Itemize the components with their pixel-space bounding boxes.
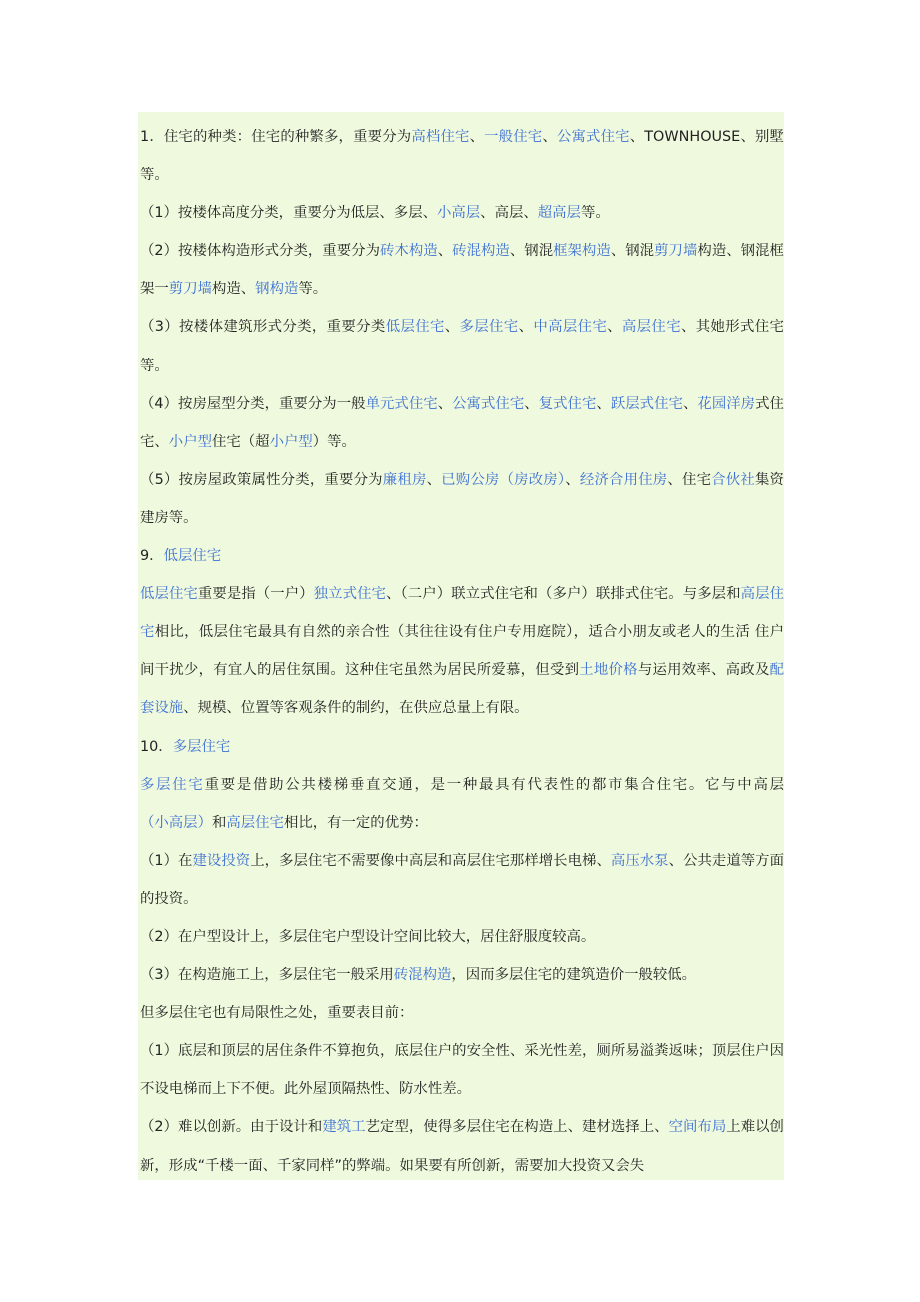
text-run: 、 xyxy=(524,395,539,412)
text-run: 、 xyxy=(444,319,460,336)
text-run: ）等。 xyxy=(312,433,356,450)
paragraph xyxy=(140,385,784,461)
text-run: 、（二户）联立式住宅和（多户）联排式住宅。与多层和 xyxy=(386,586,741,603)
hyperlink[interactable]: 配套设施 xyxy=(140,662,784,717)
text-run: （1）按楼体高度分类，重要分为低层、多层、 xyxy=(140,205,437,222)
hyperlink[interactable]: 公寓式住宅 xyxy=(452,395,525,412)
text-run: 、高层、 xyxy=(480,205,538,222)
paragraph xyxy=(140,766,784,842)
hyperlink[interactable]: 已购公房（房改房） xyxy=(441,471,566,488)
hyperlink[interactable]: 独立式住宅 xyxy=(313,586,387,603)
text-run: 10． xyxy=(140,738,173,755)
text-run: 、 xyxy=(437,395,453,412)
text-run: ，因而多层住宅的建筑造价一般较低。 xyxy=(451,967,697,984)
text-run: 9． xyxy=(140,548,164,565)
text-run: 与运用效率、高政及 xyxy=(637,662,770,679)
text-run: 构造、钢混框架一 xyxy=(140,243,784,298)
hyperlink[interactable]: 高层住宅 xyxy=(226,814,284,831)
text-run: 、公共走道等方面的投资。 xyxy=(140,852,784,907)
text-run: 、TOWNHOUSE、别墅等。 xyxy=(140,129,784,184)
text-run: 、 xyxy=(426,471,442,488)
hyperlink[interactable]: （小高层） xyxy=(140,814,212,831)
paragraph xyxy=(140,842,784,918)
hyperlink[interactable]: 合伙社 xyxy=(711,471,755,488)
hyperlink[interactable]: 低层住宅 xyxy=(385,319,445,336)
text-run: （2）难以创新。由于设计和 xyxy=(140,1119,323,1136)
hyperlink[interactable]: 小高层 xyxy=(436,205,481,222)
hyperlink[interactable]: 公寓式住宅 xyxy=(556,129,630,145)
hyperlink[interactable]: 花园洋房 xyxy=(697,395,756,412)
paragraph xyxy=(140,194,784,232)
hyperlink[interactable]: 高压水泵 xyxy=(610,852,669,869)
paragraph xyxy=(140,308,784,384)
text-run: 住宅（超 xyxy=(211,433,270,450)
hyperlink[interactable]: 土地价格 xyxy=(579,662,638,679)
hyperlink[interactable]: 小户型 xyxy=(168,433,212,450)
hyperlink[interactable]: 砖混构造 xyxy=(452,243,510,260)
hyperlink[interactable]: 超高层 xyxy=(537,205,581,222)
paragraph xyxy=(140,232,784,308)
text-run: 重要是借助公共楼梯垂直交通，是一种最具有代表性的都市集合住宅。它与中高层 xyxy=(204,776,784,793)
text-run: 上，多层住宅不需要像中高层和高层住宅那样增长电梯、 xyxy=(250,852,611,869)
text-run: （2）按楼体构造形式分类，重要分为 xyxy=(140,243,380,260)
hyperlink[interactable]: 廉租房 xyxy=(382,471,427,488)
text-run: 、 xyxy=(469,129,485,145)
text-run: 、 xyxy=(437,243,453,260)
hyperlink[interactable]: 建设投资 xyxy=(192,852,251,869)
hyperlink[interactable]: 砖混构造 xyxy=(393,967,452,984)
hyperlink[interactable]: 高层住宅 xyxy=(621,319,681,336)
text-run: 艺定型，使得多层住宅在构造上、建材选择上、 xyxy=(365,1119,669,1136)
hyperlink[interactable]: 空间布局 xyxy=(668,1119,727,1136)
hyperlink[interactable]: 高档住宅 xyxy=(411,129,470,145)
text-run: 构造、 xyxy=(211,281,256,298)
text-run: 相比，低层住宅最具有自然的亲合性（其往往设有住户专用庭院），适合小朋友或老人的生活 住户间干扰少，有宜人的居住氛围。这种住宅虽然为居民所爱慕，但受到 xyxy=(140,624,784,679)
text-run: 、 xyxy=(596,395,611,412)
text-run: （2）在户型设计上，多层住宅户型设计空间比较大，居住舒服度较高。 xyxy=(140,928,596,945)
text-run: 式住宅、 xyxy=(140,395,784,450)
text-run: 1．住宅的种类：住宅的种繁多，重要分为 xyxy=(140,129,412,145)
hyperlink[interactable]: 多层住宅 xyxy=(140,776,205,793)
hyperlink[interactable]: 中高层住宅 xyxy=(533,319,608,336)
hyperlink[interactable]: 多层住宅 xyxy=(172,738,231,755)
hyperlink[interactable]: 低层住宅 xyxy=(140,586,198,603)
document-body xyxy=(138,112,784,1180)
text-run: 、 xyxy=(542,129,557,145)
paragraph xyxy=(140,956,784,994)
hyperlink[interactable]: 剪刀墙 xyxy=(168,281,212,298)
text-run: 但多层住宅也有局限性之处，重要表目前： xyxy=(140,1005,414,1022)
hyperlink[interactable]: 单元式住宅 xyxy=(365,395,438,412)
text-run: 相比，有一定的优势： xyxy=(283,814,428,831)
hyperlink[interactable]: 剪刀墙 xyxy=(654,243,698,260)
paragraph xyxy=(140,118,784,194)
text-run: 、 xyxy=(518,319,534,336)
text-run: （3）在构造施工上，多层住宅一般采用 xyxy=(140,967,394,984)
paragraph xyxy=(140,1032,784,1108)
paragraph xyxy=(140,918,784,956)
hyperlink[interactable]: 高层住宅 xyxy=(140,586,784,641)
text-run: 、 xyxy=(607,319,622,336)
hyperlink[interactable]: 多层住宅 xyxy=(459,319,519,336)
hyperlink[interactable]: 一般住宅 xyxy=(484,129,543,145)
paragraph xyxy=(140,994,784,1032)
hyperlink[interactable]: 复式住宅 xyxy=(538,395,597,412)
hyperlink[interactable]: 砖木构造 xyxy=(380,243,438,260)
hyperlink[interactable]: 低层住宅 xyxy=(163,548,222,565)
text-run: 、 xyxy=(565,471,580,488)
hyperlink[interactable]: 小户型 xyxy=(269,433,313,450)
text-run: 、钢混 xyxy=(509,243,554,260)
text-run: 、钢混 xyxy=(610,243,655,260)
text-run: 、住宅 xyxy=(667,471,712,488)
text-run: 重要是指（一户） xyxy=(197,586,314,603)
text-run: （1）底层和顶层的居住条件不算抱负，底层住户的安全性、采光性差，厕所易溢粪返味；顶层住户因不设电梯而上下不便。此外屋顶隔热性、防水性差。 xyxy=(140,1043,784,1098)
text-run: 、规模、位置等客观条件的制约，在供应总量上有限。 xyxy=(183,700,529,717)
text-run: （3）按楼体建筑形式分类，重要分类 xyxy=(140,319,386,336)
paragraph xyxy=(140,575,784,727)
text-run: （1）在 xyxy=(140,852,193,869)
text-run: （5）按房屋政策属性分类，重要分为 xyxy=(140,471,383,488)
text-run: 上难以创新，形成“千楼一面、千家同样”的弊端。如果要有所创新，需要加大投资又会失 xyxy=(140,1119,784,1174)
text-run: 集资建房等。 xyxy=(140,471,784,526)
paragraph xyxy=(140,537,784,575)
text-run: （4）按房屋型分类，重要分为一般 xyxy=(140,395,366,412)
text-run: 、 xyxy=(682,395,698,412)
text-run: 和 xyxy=(211,814,227,831)
paragraph xyxy=(140,461,784,537)
text-run: 等。 xyxy=(298,281,328,298)
text-run: 、其她形式住宅等。 xyxy=(140,319,784,374)
paragraph xyxy=(140,728,784,766)
paragraph xyxy=(140,1108,784,1180)
hyperlink[interactable]: 框架构造 xyxy=(553,243,611,260)
hyperlink[interactable]: 建筑工 xyxy=(322,1119,366,1136)
text-run: 等。 xyxy=(580,205,610,222)
hyperlink[interactable]: 经济合用住房 xyxy=(579,471,668,488)
hyperlink[interactable]: 钢构造 xyxy=(255,281,299,298)
hyperlink[interactable]: 跃层式住宅 xyxy=(610,395,683,412)
